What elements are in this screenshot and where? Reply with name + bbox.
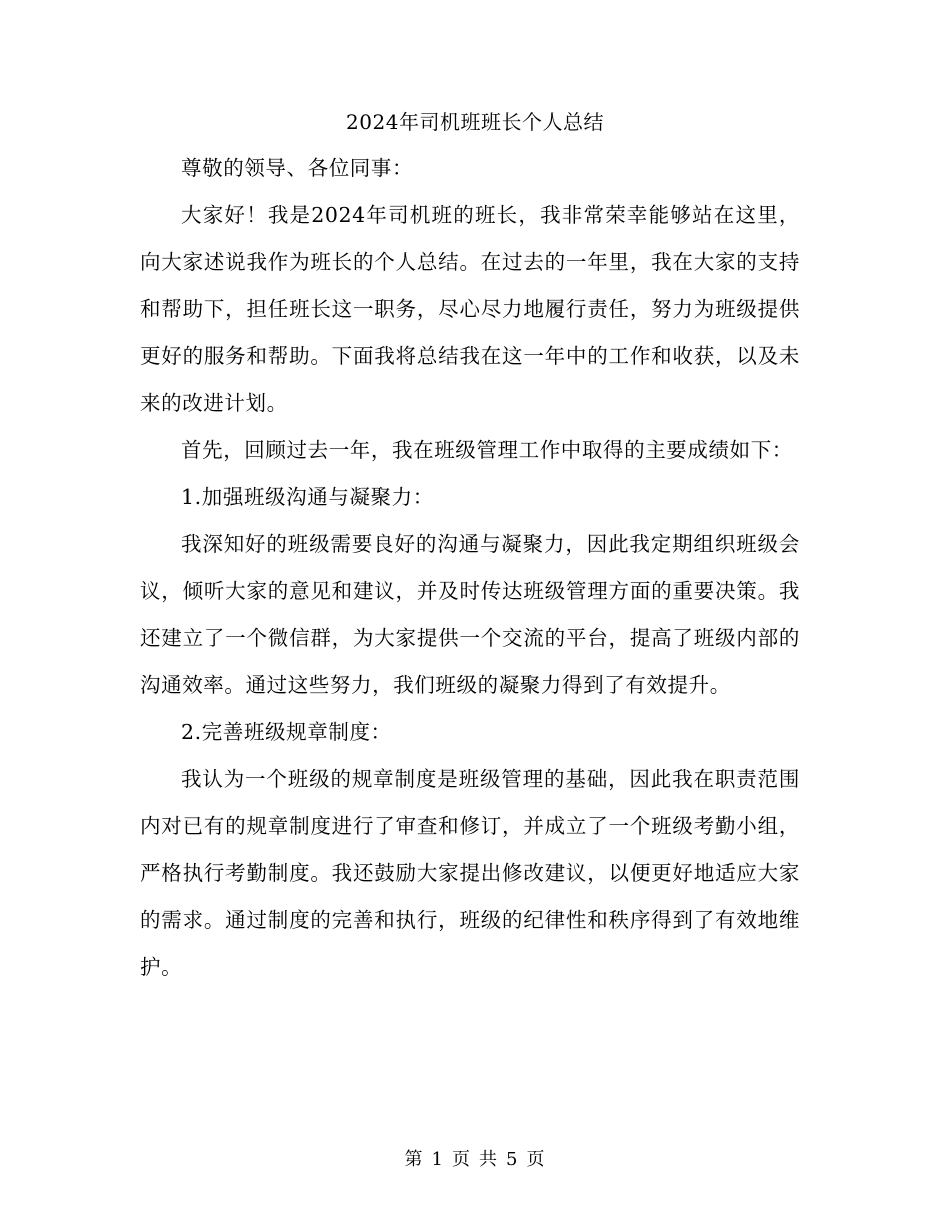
page-word: 页 — [452, 1149, 471, 1170]
total-pages: 5 — [506, 1149, 519, 1170]
page-number: 1 — [431, 1149, 444, 1170]
greeting-paragraph: 尊敬的领导、各位同事： — [181, 156, 414, 180]
intro-paragraph: 大家好！我是2024年司机班的班长，我非常荣幸能够站在这里，向大家述说我作为班长的个人总结。在过去的一年里，我在大家的支持和帮助下，担任班长这一职务，尽心尽力地履行责任，努力为班级提供更好的服务和帮助。下面我将总结我在这一年中的工作和收获，以及未来的改进计划。 — [140, 203, 800, 415]
section-heading-1: 1.加强班级沟通与凝聚力： — [181, 485, 434, 509]
total-prefix: 共 — [479, 1149, 498, 1170]
section-2-paragraph: 我认为一个班级的规章制度是班级管理的基础，因此我在职责范围内对已有的规章制度进行了审查和修订，并成立了一个班级考勤小组，严格执行考勤制度。我还鼓励大家提出修改建议，以便更好地适应大家的需求。通过制度的完善和执行，班级的纪律性和秩序得到了有效地维护。 — [140, 767, 800, 979]
document-body — [140, 145, 800, 991]
page-footer — [0, 1148, 950, 1172]
section-1-paragraph: 我深知好的班级需要良好的沟通与凝聚力，因此我定期组织班级会议，倾听大家的意见和建议，并及时传达班级管理方面的重要决策。我还建立了一个微信群，为大家提供一个交流的平台，提高了班级内部的沟通效率。通过这些努力，我们班级的凝聚力得到了有效提升。 — [140, 532, 800, 697]
page-prefix: 第 — [404, 1149, 424, 1170]
document-title: 2024年司机班班长个人总结 — [346, 110, 604, 134]
achievements-intro-paragraph: 首先，回顾过去一年，我在班级管理工作中取得的主要成绩如下： — [181, 438, 793, 462]
total-word: 页 — [526, 1149, 546, 1170]
section-heading-2: 2.完善班级规章制度： — [181, 720, 392, 744]
